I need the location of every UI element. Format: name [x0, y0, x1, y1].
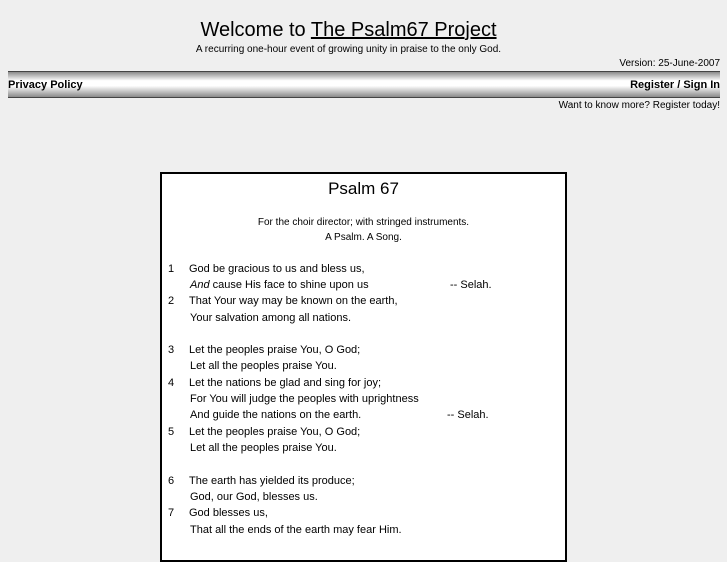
nav-separator: /: [677, 79, 681, 91]
verse-line: Let the peoples praise You, O God;: [189, 344, 361, 356]
verse-line: Your salvation among all nations.: [190, 312, 352, 324]
register-link[interactable]: Register: [630, 79, 675, 91]
verse-number: 6: [168, 475, 175, 487]
selah-marker: -- Selah.: [450, 279, 492, 291]
verse-emphasis: And: [190, 279, 210, 291]
verse-line: God blesses us,: [189, 507, 268, 519]
verse-line: The earth has yielded its produce;: [189, 475, 355, 487]
verse-line-rest: cause His face to shine upon us: [209, 279, 369, 291]
verse-line: Let all the peoples praise You.: [190, 360, 337, 372]
nav-bar: [8, 71, 720, 98]
psalm-subtitle: A Psalm. A Song.: [325, 232, 402, 243]
verse-number: 7: [168, 507, 175, 519]
verse-number: 1: [168, 263, 175, 275]
version-label: Version: 25-June-2007: [619, 58, 720, 69]
tagline: A recurring one-hour event of growing unity in praise to the only God.: [195, 44, 502, 55]
account-links: [630, 79, 720, 91]
verse-line: And guide the nations on the earth.: [190, 409, 362, 421]
psalm-title: Psalm 67: [328, 179, 399, 198]
verse-line: Let the nations be glad and sing for joy;: [189, 377, 382, 389]
verse-line: God, our God, blesses us.: [190, 491, 318, 503]
verse-line: God be gracious to us and bless us,: [189, 263, 365, 275]
verse-line: Let the peoples praise You, O God;: [189, 426, 361, 438]
verse-number: 3: [168, 344, 175, 356]
verse-line: That Your way may be known on the earth,: [189, 295, 398, 307]
verse-line: For You will judge the peoples with uprightness: [190, 393, 419, 405]
verse-line: That all the ends of the earth may fear Him.: [190, 524, 402, 536]
privacy-policy-link[interactable]: Privacy Policy: [8, 79, 83, 91]
welcome-prefix: Welcome to: [200, 19, 306, 41]
verse-line: [190, 279, 369, 291]
verse-line: Let all the peoples praise You.: [190, 442, 337, 454]
register-promo: Want to know more? Register today!: [558, 100, 720, 111]
verse-number: 2: [168, 295, 175, 307]
selah-marker: -- Selah.: [447, 409, 489, 421]
sign-in-link[interactable]: Sign In: [683, 79, 720, 91]
psalm-panel: [160, 172, 567, 562]
site-name-link[interactable]: The Psalm67 Project: [310, 19, 497, 41]
verse-number: 5: [168, 426, 175, 438]
psalm-subtitle: For the choir director; with stringed instruments.: [257, 217, 470, 228]
verse-number: 4: [168, 377, 175, 389]
page-title: [0, 19, 697, 42]
